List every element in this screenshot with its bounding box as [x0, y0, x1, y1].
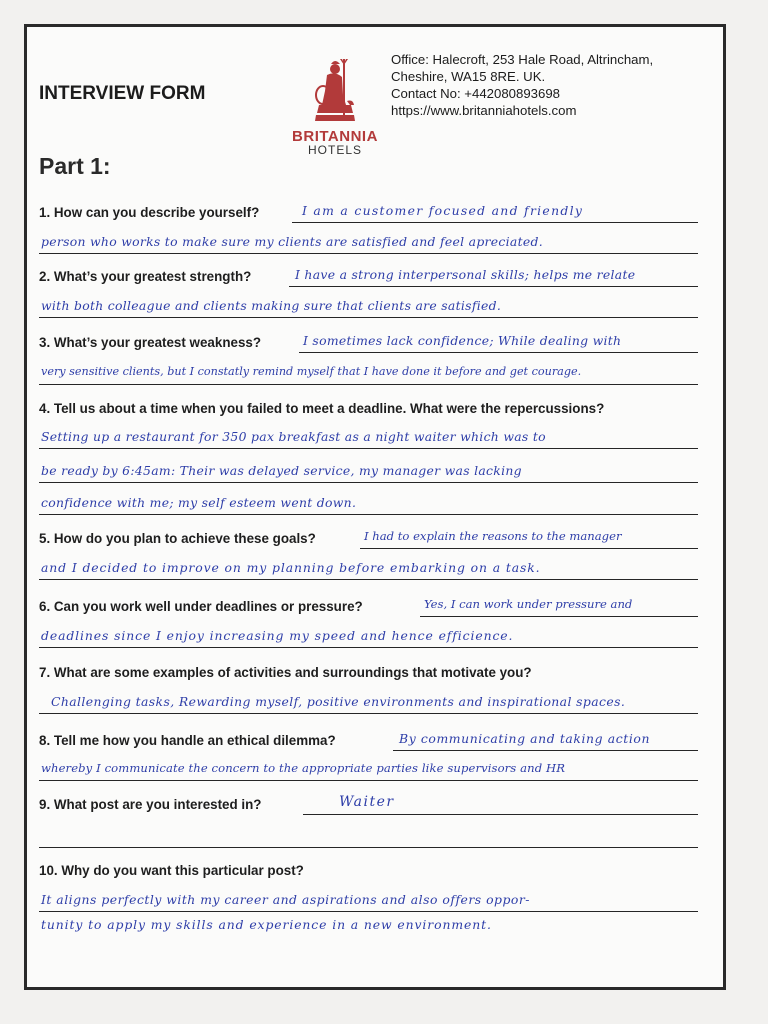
logo-subtitle: HOTELS	[307, 143, 362, 157]
question-1: 1. How can you describe yourself?	[39, 205, 260, 220]
britannia-logo	[285, 57, 385, 157]
answer-5-1: I had to explain the reasons to the manager	[364, 529, 622, 543]
answer-line	[420, 616, 698, 617]
answer-3-1: I sometimes lack confidence; While dealing with	[303, 333, 622, 348]
answer-line	[39, 514, 698, 515]
question-2: 2. What’s your greatest strength?	[39, 269, 252, 284]
logo-brand: BRITANNIA	[292, 128, 378, 145]
address-line-1: Office: Halecroft, 253 Hale Road, Altrincham,	[391, 52, 654, 67]
website-link[interactable]: https://www.britanniahotels.com	[391, 103, 577, 118]
answer-line	[39, 317, 698, 318]
contact-block	[391, 51, 653, 119]
answer-line	[39, 448, 698, 449]
answer-line	[39, 847, 698, 848]
britannia-figure-icon	[313, 57, 357, 125]
question-6: 6. Can you work well under deadlines or pressure?	[39, 599, 363, 614]
answer-line	[299, 352, 698, 353]
answer-line	[39, 482, 698, 483]
question-5: 5. How do you plan to achieve these goals?	[39, 531, 316, 546]
part-heading: Part 1:	[39, 153, 111, 179]
answer-2-1: I have a strong interpersonal skills; helps me relate	[295, 267, 636, 282]
answer-line	[39, 253, 698, 254]
question-4: 4. Tell us about a time when you failed to meet a deadline. What were the repercussions?	[39, 401, 605, 416]
answer-line	[39, 911, 698, 912]
answer-2-2: with both colleague and clients making sure that clients are satisfied.	[41, 298, 502, 313]
answer-8-2: whereby I communicate the concern to the appropriate parties like supervisors and HR	[41, 761, 566, 775]
answer-7-1: Challenging tasks, Rewarding myself, positive environments and inspirational spaces.	[51, 694, 626, 709]
answer-line	[289, 286, 698, 287]
answer-line	[39, 713, 698, 714]
answer-10-1: It aligns perfectly with my career and aspirations and also offers oppor-	[41, 892, 530, 907]
question-7: 7. What are some examples of activities and surroundings that motivate you?	[39, 665, 532, 680]
question-8: 8. Tell me how you handle an ethical dilemma?	[39, 733, 336, 748]
answer-line	[292, 222, 698, 223]
answer-6-1: Yes, I can work under pressure and	[424, 597, 633, 611]
question-3: 3. What’s your greatest weakness?	[39, 335, 262, 350]
answer-8-1: By communicating and taking action	[399, 731, 651, 746]
answer-4-1: Setting up a restaurant for 350 pax breakfast as a night waiter which was to	[41, 429, 546, 444]
question-10: 10. Why do you want this particular post?	[39, 863, 304, 878]
answer-line	[39, 579, 698, 580]
answer-4-2: be ready by 6:45am: Their was delayed service, my manager was lacking	[41, 463, 522, 478]
address-line-2: Cheshire, WA15 8RE. UK.	[391, 69, 546, 84]
form-title: INTERVIEW FORM	[39, 83, 206, 104]
answer-5-2: and I decided to improve on my planning before embarking on a task.	[41, 560, 541, 575]
answer-6-2: deadlines since I enjoy increasing my speed and hence efficience.	[41, 628, 514, 643]
answer-3-2: very sensitive clients, but I constatly remind myself that I have done it before and get courage.	[41, 365, 582, 378]
answer-9-1: Waiter	[339, 794, 395, 810]
answer-4-3: confidence with me; my self esteem went down.	[41, 495, 357, 510]
answer-line	[360, 548, 698, 549]
answer-line	[39, 780, 698, 781]
answer-line	[393, 750, 698, 751]
answer-line	[39, 647, 698, 648]
question-9: 9. What post are you interested in?	[39, 797, 262, 812]
contact-number: Contact No: +442080893698	[391, 86, 561, 101]
answer-1-2: person who works to make sure my clients are satisfied and feel apreciated.	[41, 234, 543, 249]
answer-10-2: tunity to apply my skills and experience in a new environment.	[41, 917, 492, 932]
answer-line	[39, 384, 698, 385]
interview-form-page	[24, 24, 726, 990]
answer-1-1: I am a customer focused and friendly	[302, 203, 584, 218]
answer-line	[303, 814, 698, 815]
